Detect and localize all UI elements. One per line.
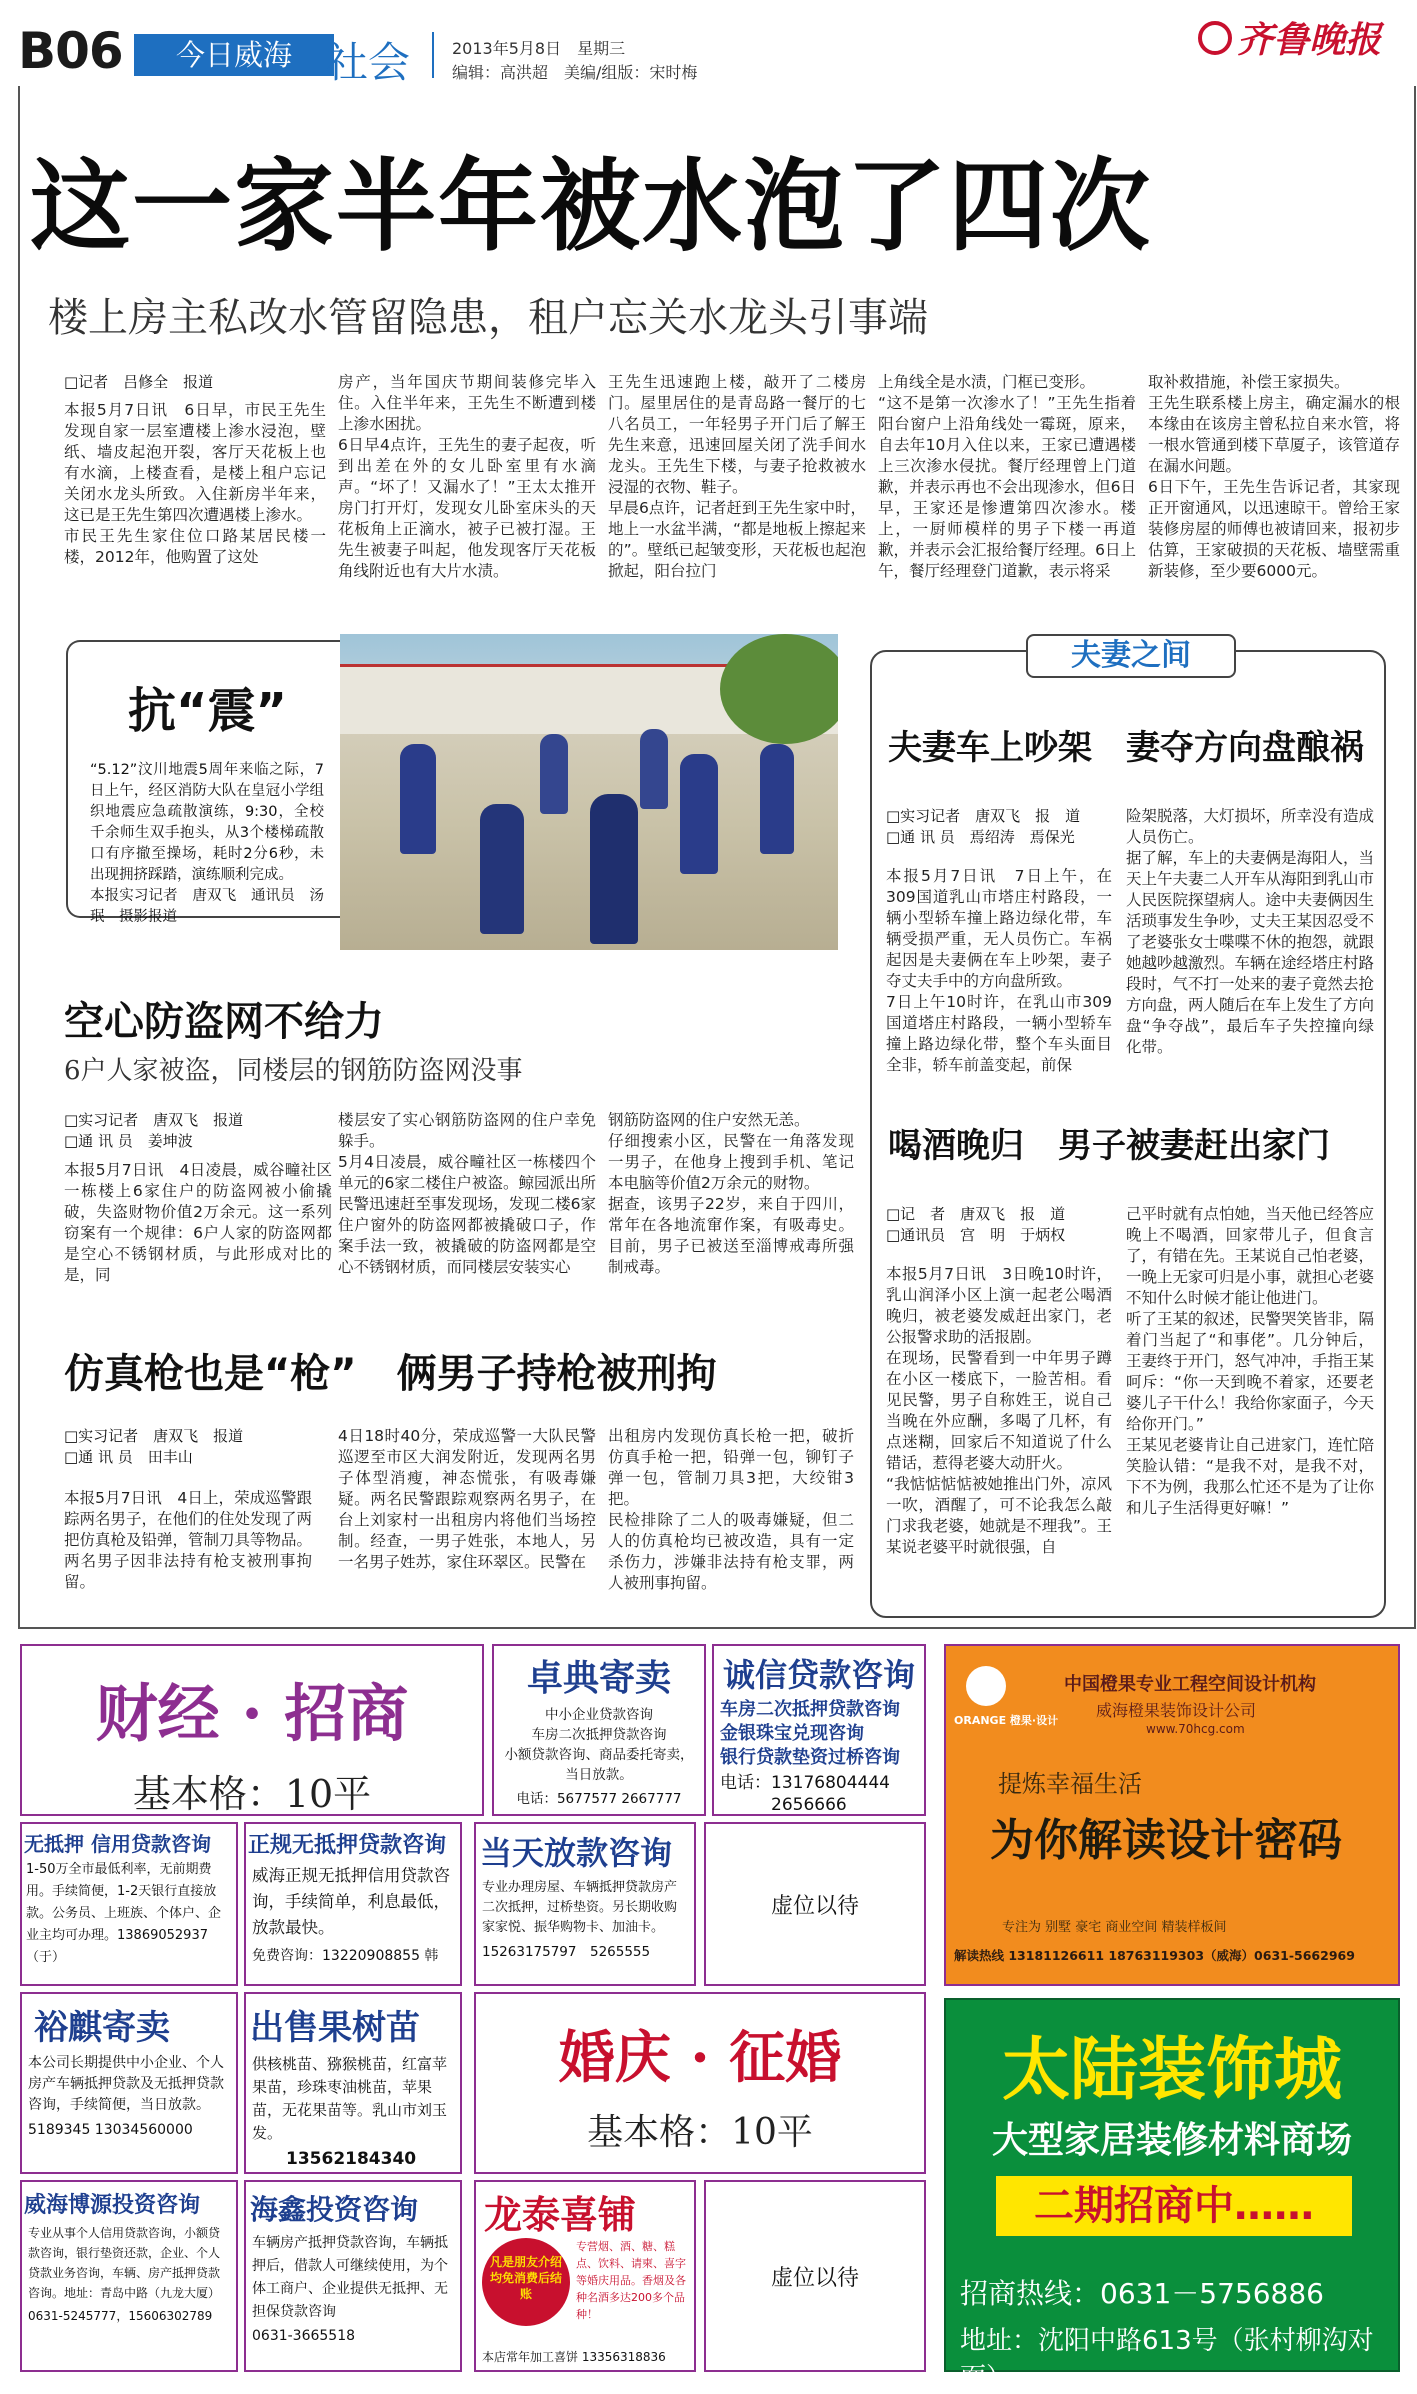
main-col-5: 取补救措施，补偿王家损失。 王先生联系楼上房主，确定漏水的根本缘由在该房主曾私拉自来水管，将一根水管通到楼下草厦子，该管道存在漏水问题。 6日下午，王先生告诉记者，其家现正开窗通风，以迅速晾干。曾给王家装修房屋的师傅也被请回来，报初步估算，王家破损的天花板、墙壁需重新装修，至少要6000元。 xyxy=(1148,373,1400,580)
student-figure xyxy=(590,794,638,944)
orange-org: 中国橙果专业工程空间设计机构 xyxy=(1064,1674,1316,1695)
ad-zhuodian xyxy=(492,1644,706,1816)
drunk-byline-2: □通讯员 宫 明 于炳权 xyxy=(886,1226,1066,1244)
ad-tailu-invite: 二期招商中…… xyxy=(996,2176,1352,2236)
orange-company: 威海橙果装饰设计公司 xyxy=(1096,1701,1257,1720)
logo-emblem-icon xyxy=(1198,21,1232,55)
ad-chengxin-phone: 电话：13176804444 2656666 xyxy=(720,1773,890,1815)
ad-placeholder-2-text: 虚位以待 xyxy=(770,2265,859,2291)
quake-caption: “5.12”汶川地震5周年来临之际，7日上午，经区消防大队在皇冠小学组织地震应急疏散演练，9:30，全校千余师生双手抱头，从3个楼梯疏散口有序撤至操场，耗时2分6秒，未出现拥挤踩踏，演练顺利完成。 本报实习记者 唐双飞 通讯员 汤珉 摄影报道 xyxy=(90,762,324,925)
ad-zhenggui-body: 威海正规无抵押信用贷款咨询，手续简单，利息最低，放款最快。 xyxy=(252,1866,450,1937)
ad-orange xyxy=(944,1644,1400,1986)
orange-slogan-2: 为你解读设计密码 xyxy=(990,1815,1342,1866)
main-byline: □记者 吕修全 报道 xyxy=(64,373,214,391)
drunk-col-1: 本报5月7日讯 3日晚10时许，乳山润泽小区上演一起老公喝酒晚归，被老婆发威赶出家门，老公报警求助的活报剧。 在现场，民警看到一中年男子蹲在小区一楼底下，一脸苦相。看见民警，男子自称姓王，说自己当晚在外应酬，多喝了几杯，有点迷糊，回家后不知道说了什么错话，惹得老婆大动肝火。 “我惦惦惦惦被她推出门外，凉风一吹，酒醒了，可不论我怎么敲门求我老婆，她就是不理我”。王某说老婆平时就很强，自 xyxy=(886,1265,1112,1556)
ad-longtai xyxy=(474,2180,696,2372)
student-figure xyxy=(680,754,718,874)
paper-name: 齐鲁晚报 xyxy=(1237,19,1382,61)
ad-haixin xyxy=(244,2180,462,2372)
main-headline: 这一家半年被水泡了四次 xyxy=(30,148,1152,265)
ad-xinyong-title: 无抵押 信用贷款咨询 xyxy=(24,1832,211,1856)
gun-byline-2: □通 讯 员 田丰山 xyxy=(64,1448,193,1466)
ad-tailu-address: 地址：沈阳中路613号（张村柳沟对面） xyxy=(960,2326,1374,2393)
couple-byline-1: □实习记者 唐双飞 报 道 xyxy=(886,807,1081,825)
student-figure xyxy=(640,729,668,809)
main-subtitle: 楼上房主私改水管留隐患，租户忘关水龙头引事端 xyxy=(48,295,928,341)
gun-col-1: 本报5月7日讯 4日上，荣成巡警跟踪两名男子，在他们的住处发现了两把仿真枪及铅弹，管制刀具等物品。两名男子因非法持有枪支被刑事拘留。 xyxy=(64,1489,313,1591)
ad-tailu-title: 太陆装饰城 xyxy=(1001,2030,1342,2110)
student-figure xyxy=(400,744,436,854)
couple-tag: 夫妻之间 xyxy=(1026,634,1236,678)
page-number: B06 xyxy=(18,22,123,80)
ad-longtai-body: 专营烟、酒、糖、糕点、饮料、请柬、喜字等婚庆用品。香烟及各种名酒多达200多个品种！ xyxy=(576,2240,686,2321)
ad-wedding-unit: 基本格：10平 xyxy=(587,2112,813,2153)
ad-longtai-foot: 本店常年加工喜饼 13356318836 xyxy=(482,2350,666,2364)
gun-col-2: 4日18时40分，荣成巡警一大队民警巡逻至市区大润发附近，发现两名男子体型消瘦，神态慌张，有吸毒嫌疑。两名民警跟踪观察两名男子，在台上刘家村一出租房内将他们当场控制。经查，一男子姓张，本地人，另一名男子姓苏，家住环翠区。民警在 xyxy=(338,1427,596,1571)
ad-bohan-title: 威海博源投资咨询 xyxy=(24,2193,201,2218)
couple-col-2: 险架脱落，大灯损坏，所幸没有造成人员伤亡。 据了解，车上的夫妻俩是海阳人，当天上午夫妻二人开车从海阳到乳山市人民医院探望病人。途中夫妻俩因生活琐事发生争吵，丈夫王某因忍受不了老婆张女士喋喋不休的抱怨，就跟她越吵越激烈。车辆在途经塔庄村路段时，气不打一处来的妻子竟然去抢方向盘，两人随后在车上发生了方向盘“争夺战”，最后车子失控撞向绿化带。 xyxy=(1126,807,1375,1056)
main-col-2: 房产，当年国庆节期间装修完毕入住。入住半年来，王先生不断遭到楼上渗水困扰。 6日早4点许，王先生的妻子起夜，听到出差在外的女儿卧室里有水滴声。“坏了！又漏水了！”王太太推开房门打开灯，发现女儿卧室床头的天花板角上正滴水，被子已被打湿。王先生被妻子叫起，他发现客厅天花板角线附近也有大片水渍。 xyxy=(338,373,596,580)
ad-xinyong-body: 1-50万全市最低利率，无前期费用。手续简便，1-2天银行直接放款。公务员、上班族、个体户、企业主均可办理。13869052937（于） xyxy=(26,1862,222,1965)
theft-col-2: 楼层安了实心钢筋防盗网的住户幸免躲手。 5月4日凌晨，威谷疃社区一栋楼四个单元的6家二楼住户被盗。鲸园派出所民警迅速赶至事发现场，发现二楼6家住户窗外的防盗网都被撬破口子，作案手法一致，被撬破的防盗网都是空心不锈钢材质，而同楼层安装实心 xyxy=(338,1111,596,1276)
ad-longtai-circle: 凡是朋友介绍均免消费后结账 xyxy=(482,2238,570,2326)
ad-zhuodian-body: 中小企业贷款咨询 车房二次抵押贷款咨询 小额贷款咨询、商品委托寄卖，当日放款。 xyxy=(504,1707,694,1783)
ad-placeholder-2 xyxy=(704,2180,926,2372)
ad-finance-unit: 基本格：10平 xyxy=(132,1772,372,1816)
ad-shumiao-title: 出售果树苗 xyxy=(250,2008,420,2048)
ad-yuqi xyxy=(20,1992,238,2174)
ad-yuqi-title: 裕麒寄卖 xyxy=(34,2008,170,2048)
ad-tailu-sub: 大型家居装修材料商场 xyxy=(991,2120,1352,2161)
quake-title: 抗“震” xyxy=(128,683,288,739)
date-line: 2013年5月8日 星期三 xyxy=(452,39,626,58)
editor-line: 编辑：高洪超 美编/组版：宋时梅 xyxy=(452,63,698,82)
theft-subtitle: 6户人家被盗，同楼层的钢筋防盗网没事 xyxy=(64,1056,523,1086)
couple-col-1: 本报5月7日讯 7日上午，在309国道乳山市塔庄村路段，一辆小型轿车撞上路边绿化带，车辆受损严重，无人员伤亡。车祸起因是夫妻俩在车上吵架，妻子夺丈夫手中的方向盘所致。 7日上午10时许，在乳山市309国道塔庄村路段，一辆小型轿车撞上路边绿化带，整个车头面目全非，轿车前盖变起，前保 xyxy=(886,867,1112,1074)
gun-byline-1: □实习记者 唐双飞 报道 xyxy=(64,1427,244,1445)
main-col-1: 本报5月7日讯 6日早，市民王先生发现自家一层室遭楼上渗水浸泡，壁纸、墙皮起泡开裂，客厅天花板上也有水滴，上楼查看，是楼上租户忘记关闭水龙头所致。入住新房半年来，这已是王先生第四次遭遇楼上渗水。 市民王先生家住位口路某居民楼一楼，2012年，他购置了这处 xyxy=(64,401,326,566)
category-label: 社会 xyxy=(326,38,411,87)
ad-yuqi-body: 本公司长期提供中小企业、个人房产车辆抵押贷款及无抵押贷款咨询，手续简便，当日放款。 xyxy=(28,2055,224,2113)
ad-zhuodian-phone: 电话：5677577 2667777 xyxy=(516,1791,682,1807)
orange-focus: 专注为 别墅 豪宅 商业空间 精装样板间 xyxy=(1002,1920,1227,1935)
ad-haixin-phone: 0631-3665518 xyxy=(252,2328,356,2344)
main-col-4: 上角线全是水渍，门框已变形。 “这不是第一次渗水了！”王先生指着阳台窗户上沿角线处一霉斑，原来，自去年10月入住以来，王家已遭遇楼上三次渗水侵扰。餐厅经理曾上门道歉，并表示再也不会出现渗水，但6日早，王家还是惨遭第四次渗水。楼上，一厨师模样的男子下楼一再道歉，并表示会汇报给餐厅经理。6日上午，餐厅经理登门道歉，表示将采 xyxy=(878,373,1136,580)
ad-dangtian-phone: 15263175797 5265555 xyxy=(482,1944,651,1960)
orange-slogan-1: 提炼幸福生活 xyxy=(998,1770,1142,1798)
tree xyxy=(720,634,838,744)
ad-wedding xyxy=(474,1992,926,2174)
ad-chengxin-body: 车房二次抵押贷款咨询 金银珠宝兑现咨询 银行贷款垫资过桥咨询 xyxy=(720,1699,900,1768)
theft-title: 空心防盗网不给力 xyxy=(64,999,384,1045)
drunk-title: 喝酒晚归 男子被妻赶出家门 xyxy=(888,1126,1330,1166)
couple-title: 夫妻车上吵架 妻夺方向盘酿祸 xyxy=(888,728,1364,768)
theft-byline-2: □通 讯 员 姜坤波 xyxy=(64,1132,193,1150)
ad-dangtian-title: 当天放款咨询 xyxy=(480,1834,673,1872)
ad-finance xyxy=(20,1644,484,1816)
ad-chengxin xyxy=(712,1644,926,1816)
ad-placeholder-1 xyxy=(704,1822,926,1986)
paper-logo xyxy=(1198,12,1381,63)
orange-brand: ORANGE 橙果·设计 xyxy=(954,1714,1059,1727)
couple-byline-2: □通 讯 员 焉绍涛 焉保光 xyxy=(886,828,1075,846)
ad-haixin-title: 海鑫投资咨询 xyxy=(250,2193,419,2226)
ad-wedding-title: 婚庆 · 征婚 xyxy=(558,2025,842,2091)
ad-dangtian xyxy=(474,1822,696,1986)
student-figure xyxy=(760,744,794,854)
ad-chengxin-title: 诚信贷款咨询 xyxy=(722,1656,915,1694)
quake-photo xyxy=(340,634,838,950)
ad-xinyong xyxy=(20,1822,238,1986)
ad-tailu-hotline: 招商热线：0631－5756886 xyxy=(960,2277,1324,2310)
ad-yuqi-phone: 5189345 13034560000 xyxy=(28,2122,193,2138)
ad-shumiao-phone: 13562184340 xyxy=(286,2149,417,2169)
ad-bohan-phone: 0631-5245777，15606302789 xyxy=(28,2309,213,2323)
ad-bohan xyxy=(20,2180,238,2372)
ad-dangtian-body: 专业办理房屋、车辆抵押贷款房产二次抵押，过桥垫资。另长期收购家家悦、振华购物卡、加油卡。 xyxy=(482,1880,678,1935)
header xyxy=(0,0,1417,88)
ad-zhenggui-phone: 免费咨询：13220908855 韩 xyxy=(252,1948,439,1964)
ad-bohan-body: 专业从事个人信用贷款咨询，小额贷款咨询，银行垫资还款，企业、个人贷款业务咨询，车辆、房产抵押贷款咨询。地址：青岛中路（九龙大厦） xyxy=(28,2226,221,2300)
ad-placeholder-1-text: 虚位以待 xyxy=(770,1893,859,1919)
ad-zhuodian-title: 卓典寄卖 xyxy=(526,1658,671,1699)
gun-title: 仿真枪也是“枪” 俩男子持枪被刑拘 xyxy=(64,1351,717,1397)
ad-zhenggui-title: 正规无抵押贷款咨询 xyxy=(248,1833,447,1858)
drunk-col-2: 己平时就有点怕她，当天他已经答应晚上不喝酒，回家带儿子，但食言了，有错在先。王某说自己怕老婆，一晚上无家可归是小事，就担心老婆不知什么时候才能让他进门。 听了王某的叙述，民警哭笑皆非，隔着门当起了“和事佬”。几分钟后，王妻终于开门，怒气冲冲，手指王某呵斥：“你一天到晚不着家，还要老婆儿子干什么！我给你家面子，今天给你开门。” 王某见老婆肯让自己进家门，连忙陪笑脸认错：“是我不对，是我不对，下不为例，我那么忙还不是为了让你和儿子生活得更好嘛！” xyxy=(1126,1205,1375,1517)
header-divider xyxy=(432,32,434,78)
theft-col-3: 钢筋防盗网的住户安然无恙。 仔细搜索小区，民警在一角落发现一男子，在他身上搜到手机、笔记本电脑等价值2万余元的财物。 据查，该男子22岁，来自于四川，常年在各地流窜作案，有吸毒史。目前，男子已被送至淄博戒毒所强制戒毒。 xyxy=(608,1111,854,1276)
theft-col-1: 本报5月7日讯 4日凌晨，威谷疃社区一栋楼上6家住户的防盗网被小偷撬破，失盗财物价值2万余元。这一系列窃案有一个规律：6户人家的防盗网都是空心不锈钢材质，与此形成对比的是，同 xyxy=(64,1161,332,1284)
theft-byline-1: □实习记者 唐双飞 报道 xyxy=(64,1111,244,1129)
student-figure xyxy=(540,734,568,814)
ad-shumiao xyxy=(244,1992,462,2174)
ad-haixin-body: 车辆房产抵押贷款咨询，车辆抵押后，借款人可继续使用，为个体工商户、企业提供无抵押、无担保贷款咨询 xyxy=(252,2235,448,2320)
orange-logo-icon xyxy=(966,1666,1006,1706)
ad-zhenggui xyxy=(244,1822,462,1986)
ad-tailu xyxy=(944,1998,1400,2393)
orange-hotline: 解读热线 13181126611 18763119303（威海）0631-5662969 xyxy=(954,1948,1355,1963)
ad-longtai-title: 龙泰喜铺 xyxy=(484,2193,637,2237)
orange-url: www.70hcg.com xyxy=(1146,1722,1245,1736)
drunk-byline-1: □记 者 唐双飞 报 道 xyxy=(886,1205,1066,1223)
main-col-3: 王先生迅速跑上楼，敲开了二楼房门。屋里居住的是青岛路一餐厅的七八名员工，一年轻男子开门后了解王先生来意，迅速回屋关闭了洗手间水龙头。王先生下楼，与妻子抢救被水浸湿的衣物、鞋子。 早晨6点许，记者赶到王先生家中时，地上一水盆半满，“都是地板上擦起来的”。壁纸已起皱变形，天花板也起泡掀起，阳台拉门 xyxy=(608,373,866,580)
ad-finance-title: 财经 · 招商 xyxy=(95,1677,409,1750)
gun-col-3: 出租房内发现仿真长枪一把，破折仿真手枪一把，铅弹一包，铆钉子弹一包，管制刀具3把，大绞钳3把。 民检排除了二人的吸毒嫌疑，但二人的仿真枪均已被改造，具有一定杀伤力，涉嫌非法持有枪支罪，两人被刑事拘留。 xyxy=(608,1427,854,1592)
section-badge: 今日威海 xyxy=(134,34,334,76)
student-figure xyxy=(480,804,524,934)
ad-shumiao-body: 供核桃苗、猕猴桃苗，红富苹果苗，珍珠枣油桃苗，苹果苗，无花果苗等。乳山市刘玉发。 xyxy=(252,2055,448,2142)
